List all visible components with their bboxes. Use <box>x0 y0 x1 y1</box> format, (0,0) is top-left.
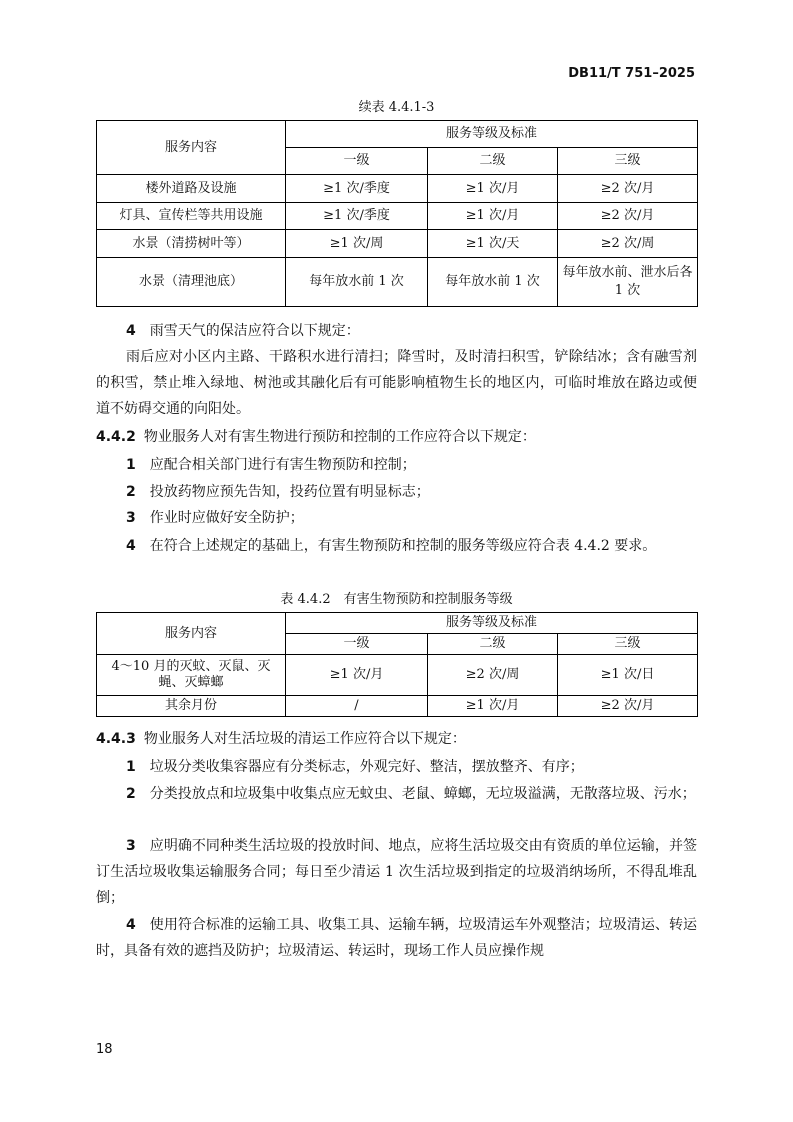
table-row <box>97 655 698 696</box>
document-code: DB11/T 751–2025 <box>568 66 695 81</box>
item-text: 使用符合标准的运输工具、收集工具、运输车辆，垃圾清运车外观整洁；垃圾清运、转运时，具备有效的遮挡及防护；垃圾清运、转运时，现场工作人员应操作规 <box>96 917 697 959</box>
table-row <box>97 258 698 307</box>
table2-level-1: 一级 <box>286 634 428 655</box>
table1-caption: 续表 4.4.1-3 <box>358 100 435 115</box>
item-number: 2 <box>126 484 136 500</box>
table-cell-item: 其余月份 <box>97 696 286 717</box>
table1-level-2: 二级 <box>428 148 558 175</box>
item-number: 1 <box>126 759 136 775</box>
table2 <box>96 612 698 717</box>
item-text: 投放药物应预先告知，投药位置有明显标志； <box>149 484 430 500</box>
table2-level-3: 三级 <box>558 634 698 655</box>
item-number: 4 <box>126 917 136 933</box>
table1-group-header: 服务等级及标准 <box>286 121 698 148</box>
item-number: 3 <box>126 838 136 854</box>
table-cell: ≥2 次/周 <box>558 230 698 258</box>
section-4-4-3 <box>96 726 697 752</box>
table-cell-item: 水景（清捞树叶等） <box>97 230 286 258</box>
table1-col-header: 服务内容 <box>97 121 286 175</box>
table-cell: / <box>286 696 428 717</box>
paragraph-item-4 <box>96 318 697 344</box>
table-cell: ≥1 次/月 <box>428 203 558 230</box>
list-item <box>96 833 697 911</box>
item-number: 4 <box>126 323 136 339</box>
table2-group-header: 服务等级及标准 <box>286 613 698 634</box>
table2-caption: 表 4.4.2 有害生物预防和控制服务等级 <box>280 592 513 607</box>
table-cell: ≥2 次/月 <box>558 175 698 203</box>
item-text: 作业时应做好安全防护； <box>149 510 304 526</box>
table2-col-header: 服务内容 <box>97 613 286 655</box>
item-number: 3 <box>126 510 136 526</box>
item-number: 4 <box>126 538 136 554</box>
table2-level-2: 二级 <box>428 634 558 655</box>
table-cell: ≥1 次/季度 <box>286 203 428 230</box>
table1-level-1: 一级 <box>286 148 428 175</box>
item-text: 在符合上述规定的基础上，有害生物预防和控制的服务等级应符合表 4.4.2 要求。 <box>149 538 657 554</box>
section-number: 4.4.3 <box>96 731 136 747</box>
table-cell: ≥1 次/月 <box>428 175 558 203</box>
table-cell: ≥1 次/季度 <box>286 175 428 203</box>
table1-level-3: 三级 <box>558 148 698 175</box>
table-cell: 每年放水前 1 次 <box>428 258 558 307</box>
list-item <box>96 452 697 478</box>
page-number: 18 <box>96 1042 113 1057</box>
table-cell: ≥1 次/日 <box>558 655 698 696</box>
table-cell-item: 灯具、宣传栏等共用设施 <box>97 203 286 230</box>
list-item <box>96 505 697 531</box>
item-text: 垃圾分类收集容器应有分类标志，外观完好、整洁，摆放整齐、有序； <box>149 759 584 775</box>
section-4-4-2 <box>96 424 697 450</box>
paragraph-snow-rules: 雨后应对小区内主路、干路积水进行清扫；降雪时，及时清扫积雪，铲除结冰；含有融雪剂的积雪，禁止堆入绿地、树池或其融化后有可能影响植物生长的地区内，可临时堆放在路边或便道不妨碍交通的向阳处。 <box>96 349 697 417</box>
section-number: 4.4.2 <box>96 429 136 445</box>
list-item <box>96 912 697 964</box>
table1 <box>96 120 698 307</box>
table-cell: ≥2 次/月 <box>558 203 698 230</box>
table-cell: 每年放水前 1 次 <box>286 258 428 307</box>
table-cell: ≥1 次/周 <box>286 230 428 258</box>
list-item <box>96 533 697 559</box>
list-item <box>96 754 697 780</box>
table-cell-item: 楼外道路及设施 <box>97 175 286 203</box>
table-row <box>97 696 698 717</box>
item-text: 分类投放点和垃圾集中收集点应无蚊虫、老鼠、蟑螂，无垃圾溢满，无散落垃圾、污水； <box>149 786 696 802</box>
list-item <box>96 479 697 505</box>
table-cell-item: 水景（清理池底） <box>97 258 286 307</box>
section-text: 物业服务人对生活垃圾的清运工作应符合以下规定： <box>143 731 466 747</box>
list-item <box>96 781 697 807</box>
table-cell: ≥2 次/周 <box>428 655 558 696</box>
table-cell: 每年放水前、泄水后各 1 次 <box>558 258 698 307</box>
table-cell: ≥1 次/月 <box>428 696 558 717</box>
item-text: 雨雪天气的保洁应符合以下规定： <box>149 323 360 339</box>
item-number: 1 <box>126 457 136 473</box>
item-number: 2 <box>126 786 136 802</box>
table-cell: ≥2 次/月 <box>558 696 698 717</box>
item-text: 应明确不同种类生活垃圾的投放时间、地点，应将生活垃圾交由有资质的单位运输，并签订生活垃圾收集运输服务合同；每日至少清运 1 次生活垃圾到指定的垃圾消纳场所，不得乱堆乱倒； <box>96 838 697 906</box>
item-text: 应配合相关部门进行有害生物预防和控制； <box>149 457 416 473</box>
table-row <box>97 175 698 203</box>
section-text: 物业服务人对有害生物进行预防和控制的工作应符合以下规定： <box>143 429 536 445</box>
table-row <box>97 203 698 230</box>
table-cell: ≥1 次/月 <box>286 655 428 696</box>
table-cell-item: 4～10 月的灭蚊、灭鼠、灭蝇、灭蟑螂 <box>97 655 286 696</box>
table-cell: ≥1 次/天 <box>428 230 558 258</box>
table-row <box>97 230 698 258</box>
